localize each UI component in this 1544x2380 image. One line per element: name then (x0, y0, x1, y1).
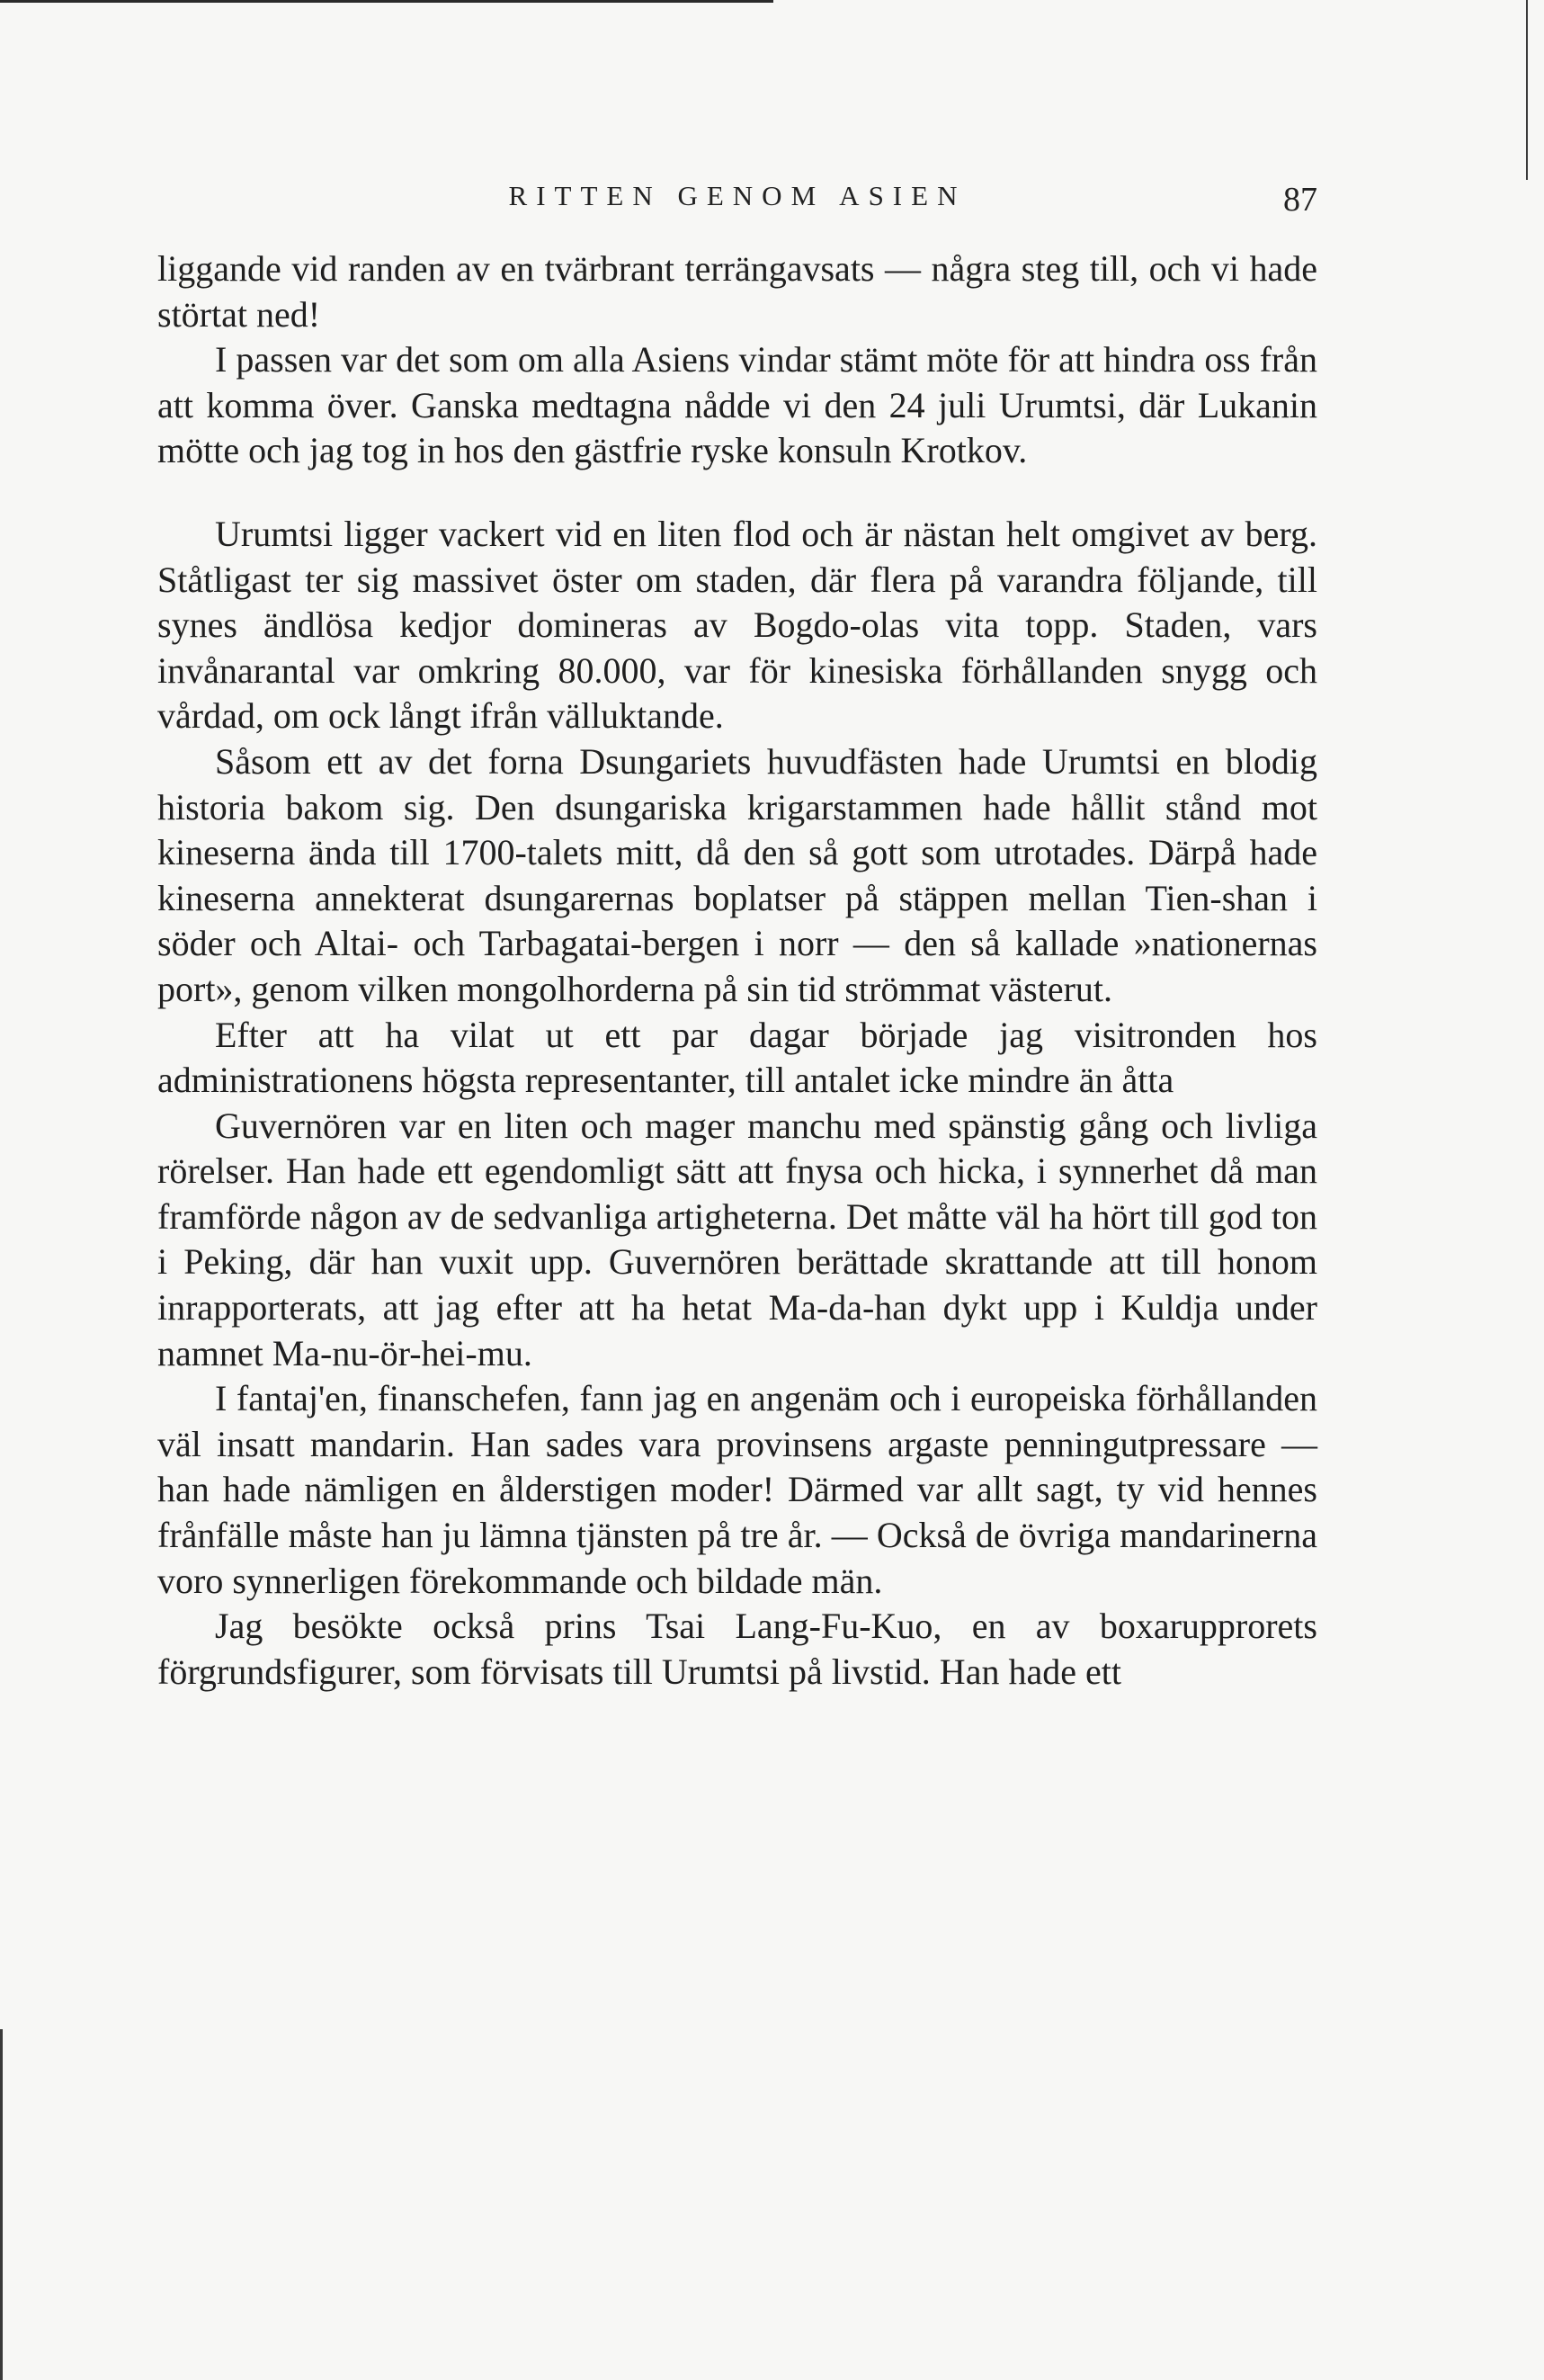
paragraph: I fantaj'en, finanschefen, fann jag en angenäm och i europeiska förhållanden väl insatt mandarin. Han sades vara provinsens argaste penningutpressare — han hade nämligen en ålderstigen moder! Därmed var allt sagt, ty vid hennes frånfälle måste han ju lämna tjänsten på tre år. — Också de övriga mandarinerna voro synnerligen förekommande och bildade män. (157, 1378, 1317, 1601)
paragraph: I passen var det som om alla Asiens vindar stämt möte för att hindra oss från att komma över. Ganska medtagna nådde vi den 24 juli Urumtsi, där Lukanin mötte och jag tog in hos den gästfrie ryske konsuln Krotkov. (157, 339, 1317, 471)
scan-edge-top (0, 0, 773, 3)
paragraph: Guvernören var en liten och mager manchu med spänstig gång och livliga rörelser. Han hade ett egendomligt sätt att fnysa och hicka, i synnerhet då man framförde någon av de sedvanliga artigheterna. Det måtte väl ha hört till god ton i Peking, där han vuxit upp. Guvernören berättade skrattande att till honom inrapporterats, att jag efter att ha hetat Ma-da-han dykt upp i Kuldja under namnet Ma-nu-ör-hei-mu. (157, 1105, 1317, 1373)
paragraph: Jag besökte också prins Tsai Lang-Fu-Kuo, en av boxarupprorets förgrundsfigurer, som förvisats till Urumtsi på livstid. Han hade ett (157, 1606, 1317, 1692)
body-text (157, 246, 1317, 1695)
book-page (157, 180, 1317, 1695)
paragraph-continued: liggande vid randen av en tvärbrant terrängavsats — några steg till, och vi hade störtat ned! (157, 248, 1317, 335)
paragraph: Såsom ett av det forna Dsungariets huvudfästen hade Urumtsi en blodig historia bakom sig. Den dsungariska krigarstammen hade hållit stånd mot kineserna ända till 1700-talets mitt, då den så gott som utrotades. Därpå hade kineserna annekterat dsungarernas boplatser på stäppen mellan Tien-shan i söder och Altai- och Tarbagatai-bergen i norr — den så kallade »nationernas port», genom vilken mongolhorderna på sin tid strömmat västerut. (157, 740, 1317, 1009)
running-title: RITTEN GENOM ASIEN (508, 180, 967, 211)
running-head (157, 180, 1317, 234)
paragraph: Efter att ha vilat ut ett par dagar började jag visitronden hos administrationens högsta representanter, till antalet icke mindre än åtta (157, 1014, 1317, 1101)
scan-edge-right (1526, 0, 1528, 180)
paragraph: Urumtsi ligger vackert vid en liten flod och är nästan helt omgivet av berg. Ståtligast ter sig massivet öster om staden, där flera på varandra följande, till synes ändlösa kedjor domineras av Bogdo-olas vita topp. Staden, vars invånarantal var omkring 80.000, var för kinesiska förhållanden snygg och vårdad, om ock långt ifrån välluktande. (157, 513, 1317, 737)
page-number: 87 (1283, 181, 1317, 219)
scan-edge-left (0, 2029, 3, 2380)
